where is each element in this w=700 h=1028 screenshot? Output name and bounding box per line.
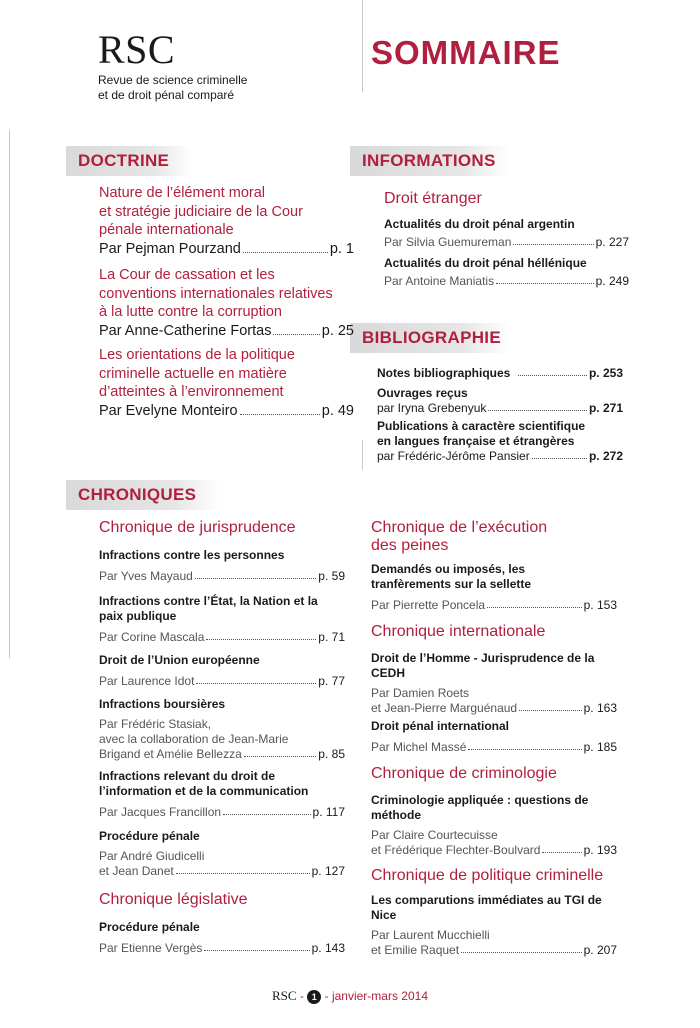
leader-dots [204,941,309,951]
page-number: p. 193 [583,843,617,857]
entry-author: Par Frédéric Stasiak, [99,717,212,731]
leader-dots [243,240,328,254]
doctrine-entry[interactable] [99,346,354,420]
section-heading: INFORMATIONS [362,151,496,170]
entry-author-line [371,828,617,843]
article-title-line: Nature de l’élément moral [99,185,266,201]
entry-author: Par Yves Mayaud [99,569,193,583]
entry-title: Actualités du droit pénal argentin [384,217,575,231]
information-entry[interactable] [384,256,629,289]
entry-author: Par Corine Mascala [99,630,205,644]
leader-dots [273,322,319,336]
section-heading: BIBLIOGRAPHIE [362,328,501,347]
article-author: Par Anne-Catherine Fortas [99,322,272,339]
section-band-chroniques [66,480,220,510]
entry-author-line [99,717,345,732]
article-title [99,346,354,402]
information-entry[interactable] [384,217,629,250]
section-heading: DOCTRINE [78,151,170,170]
bibliography-entry[interactable] [377,419,623,464]
page-number: p. 153 [583,598,617,612]
entry-title: méthode [371,808,422,822]
subsection-heading [371,519,547,555]
entry-author-line [371,740,617,755]
chronicle-entry[interactable] [99,697,345,762]
entry-author-line [371,701,617,716]
entry-title: Infractions relevant du droit de [99,769,276,783]
entry-author: Par Claire Courtecuisse [371,828,498,842]
leader-dots [223,805,310,815]
entry-author-line [371,943,617,958]
article-author: Par Evelyne Monteiro [99,402,238,419]
entry-line [377,449,623,464]
entry-author-line [99,941,345,956]
doctrine-entry[interactable] [99,184,354,258]
chronicle-entry[interactable] [371,719,617,755]
article-author: Par Pejman Pourzand [99,240,241,257]
entry-line [377,434,623,449]
subsection-heading: Chronique internationale [371,623,546,640]
entry-title: Les comparutions immédiates au TGI de [371,893,602,907]
footer-journal: RSC [272,988,297,1003]
page-number: p. 71 [318,630,345,644]
entry-author: par Frédéric-Jérôme Pansier [377,449,530,463]
entry-line [377,401,623,416]
chronicle-entry[interactable] [371,651,617,716]
top-divider [362,0,363,92]
chronicle-entry[interactable] [371,793,617,858]
article-title-line: à la lutte contre la corruption [99,304,282,320]
entry-title: CEDH [371,666,406,680]
entry-author-line [99,674,345,689]
page-number: p. 1 [329,240,354,257]
page-number: p. 117 [312,805,345,819]
page-number: p. 25 [321,322,354,339]
article-author-line [99,402,354,421]
page-number: p. 271 [588,401,623,415]
subsection-heading: Chronique législative [99,891,248,908]
entry-title: Droit pénal international [371,719,510,733]
entry-title: Notes bibliographiques [377,366,511,380]
entry-title: Infractions contre les personnes [99,548,285,562]
article-title-line: criminelle actuelle en matière [99,365,287,382]
bibliography-entry[interactable] [377,386,623,416]
entry-author: Par Damien Roets [371,686,470,700]
entry-author-line [371,843,617,858]
article-title [99,184,354,240]
entry-title: Demandés ou imposés, les [371,562,526,576]
leader-dots [496,274,594,284]
issue-number-badge: 1 [307,990,321,1004]
entry-title: Infractions boursières [99,697,226,711]
chronicle-entry[interactable] [99,594,345,645]
article-title-line: et stratégie judiciaire de la Cour [99,203,303,220]
left-margin-rule [9,130,10,658]
page-number: p. 85 [318,747,345,761]
page-number: p. 249 [595,274,629,288]
leader-dots [487,598,582,608]
leader-dots [532,449,587,459]
chronicle-entry[interactable] [99,769,345,820]
footer-separator: - [324,989,329,1003]
entry-author: Par Antoine Maniatis [384,274,495,288]
entry-title: Actualités du droit pénal héllénique [384,256,587,270]
chronicle-entry[interactable] [99,829,345,879]
article-author-line [99,240,354,259]
leader-dots [195,569,316,579]
entry-title: Procédure pénale [99,829,200,843]
entry-author: Par Etienne Vergès [99,941,203,955]
subsection-heading-line: des peines [371,537,449,554]
entry-author-line [384,274,629,289]
bibliography-entry[interactable] [377,366,623,381]
article-title-line: d’atteintes à l’environnement [99,384,284,400]
leader-dots [519,701,582,711]
page-number: p. 77 [318,674,345,688]
subsection-heading: Chronique de criminologie [371,765,557,782]
footer-separator: - [299,989,304,1003]
article-title-line: pénale internationale [99,222,234,238]
chronicle-entry[interactable] [99,548,345,584]
section-band-informations [350,146,510,176]
leader-dots [244,747,317,757]
journal-subtitle-line: et de droit pénal comparé [98,88,235,102]
section-band-doctrine [66,146,192,176]
section-band-bibliographie [350,323,510,353]
leader-dots [542,843,581,853]
entry-author: avec la collaboration de Jean-Marie [99,732,289,746]
entry-title: paix publique [99,609,177,623]
article-title [99,266,354,322]
entry-author-line [99,805,345,820]
entry-title: Droit de l’Union européenne [99,653,260,667]
entry-author-line [99,569,345,584]
section-heading: CHRONIQUES [78,485,197,504]
article-title-line: La Cour de cassation et les [99,267,275,283]
entry-author: Brigand et Amélie Bellezza [99,747,242,761]
entry-author: Par Laurent Mucchielli [371,928,490,942]
journal-logo-text: RSC [98,27,176,72]
entry-title: Infractions contre l’État, la Nation et la [99,594,318,608]
leader-dots [513,235,593,245]
leader-dots [468,740,581,750]
page-number: p. 227 [595,235,629,249]
page-number: p. 163 [583,701,617,715]
leader-dots [196,674,316,684]
leader-dots [240,402,320,416]
page-number: p. 253 [588,366,623,380]
entry-author: Par Jacques Francillon [99,805,222,819]
entry-author-line [99,732,345,747]
subsection-heading-line: Chronique de l’exécution [371,519,548,536]
page-number: p. 59 [318,569,345,583]
entry-line [377,366,623,381]
entry-author-line [371,686,617,701]
leader-dots [206,630,316,640]
entry-author: et Emilie Raquet [371,943,460,957]
entry-author: et Jean Danet [99,864,174,878]
subsection-heading: Chronique de jurisprudence [99,519,296,536]
article-author-line [99,322,354,341]
chronicle-entry[interactable] [99,920,345,956]
entry-author-line [99,630,345,645]
journal-logo [98,27,248,103]
page-footer [0,988,700,1004]
entry-author: par Iryna Grebenyuk [377,401,487,415]
entry-title: Ouvrages reçus [377,386,468,400]
page-number: p. 185 [583,740,617,754]
entry-title: Publications à caractère scientifique [377,419,586,433]
entry-author-line [384,235,629,250]
article-title-line: conventions internationales relatives [99,285,333,302]
entry-title: en langues française et étrangères [377,434,575,448]
article-title-line: Les orientations de la politique [99,347,295,363]
entry-author-line [371,928,617,943]
subsection-heading: Chronique de politique criminelle [371,867,604,884]
page-number: p. 143 [311,941,345,955]
entry-title: Criminologie appliquée : questions de [371,793,589,807]
entry-line [377,419,623,434]
subsection-heading: Droit étranger [384,190,482,207]
leader-dots [518,366,587,376]
entry-author: Par Laurence Idot [99,674,195,688]
entry-title: Procédure pénale [99,920,200,934]
leader-dots [461,943,582,953]
footer-date: janvier-mars 2014 [331,989,428,1003]
entry-title: l’information et de la communication [99,784,309,798]
journal-subtitle [98,73,247,103]
entry-author: Par Silvia Guemureman [384,235,512,249]
entry-author: Par Pierrette Poncela [371,598,486,612]
page-number: p. 49 [321,402,354,419]
entry-line [377,386,623,401]
entry-author-line [371,598,617,613]
entry-author-line [99,864,345,879]
entry-author: Par Michel Massé [371,740,467,754]
chronicle-entry[interactable] [371,562,617,613]
entry-author: Par André Giudicelli [99,849,205,863]
entry-author-line [99,849,345,864]
page-number: p. 207 [583,943,617,957]
journal-subtitle-line: Revue de science criminelle [98,73,248,87]
entry-author-line [99,747,345,762]
entry-author: et Frédérique Flechter-Boulvard [371,843,541,857]
leader-dots [488,401,587,411]
column-divider [362,440,363,470]
entry-title: tranfèrements sur la sellette [371,577,532,591]
page-number: p. 127 [311,864,345,878]
entry-title: Nice [371,908,397,922]
entry-title: Droit de l’Homme - Jurisprudence de la [371,651,595,665]
chronicle-entry[interactable] [371,893,617,958]
doctrine-entry[interactable] [99,266,354,340]
leader-dots [176,864,310,874]
entry-author: et Jean-Pierre Marguénaud [371,701,518,715]
page-title: SOMMAIRE [371,34,561,71]
page-number: p. 272 [588,449,623,463]
chronicle-entry[interactable] [99,653,345,689]
